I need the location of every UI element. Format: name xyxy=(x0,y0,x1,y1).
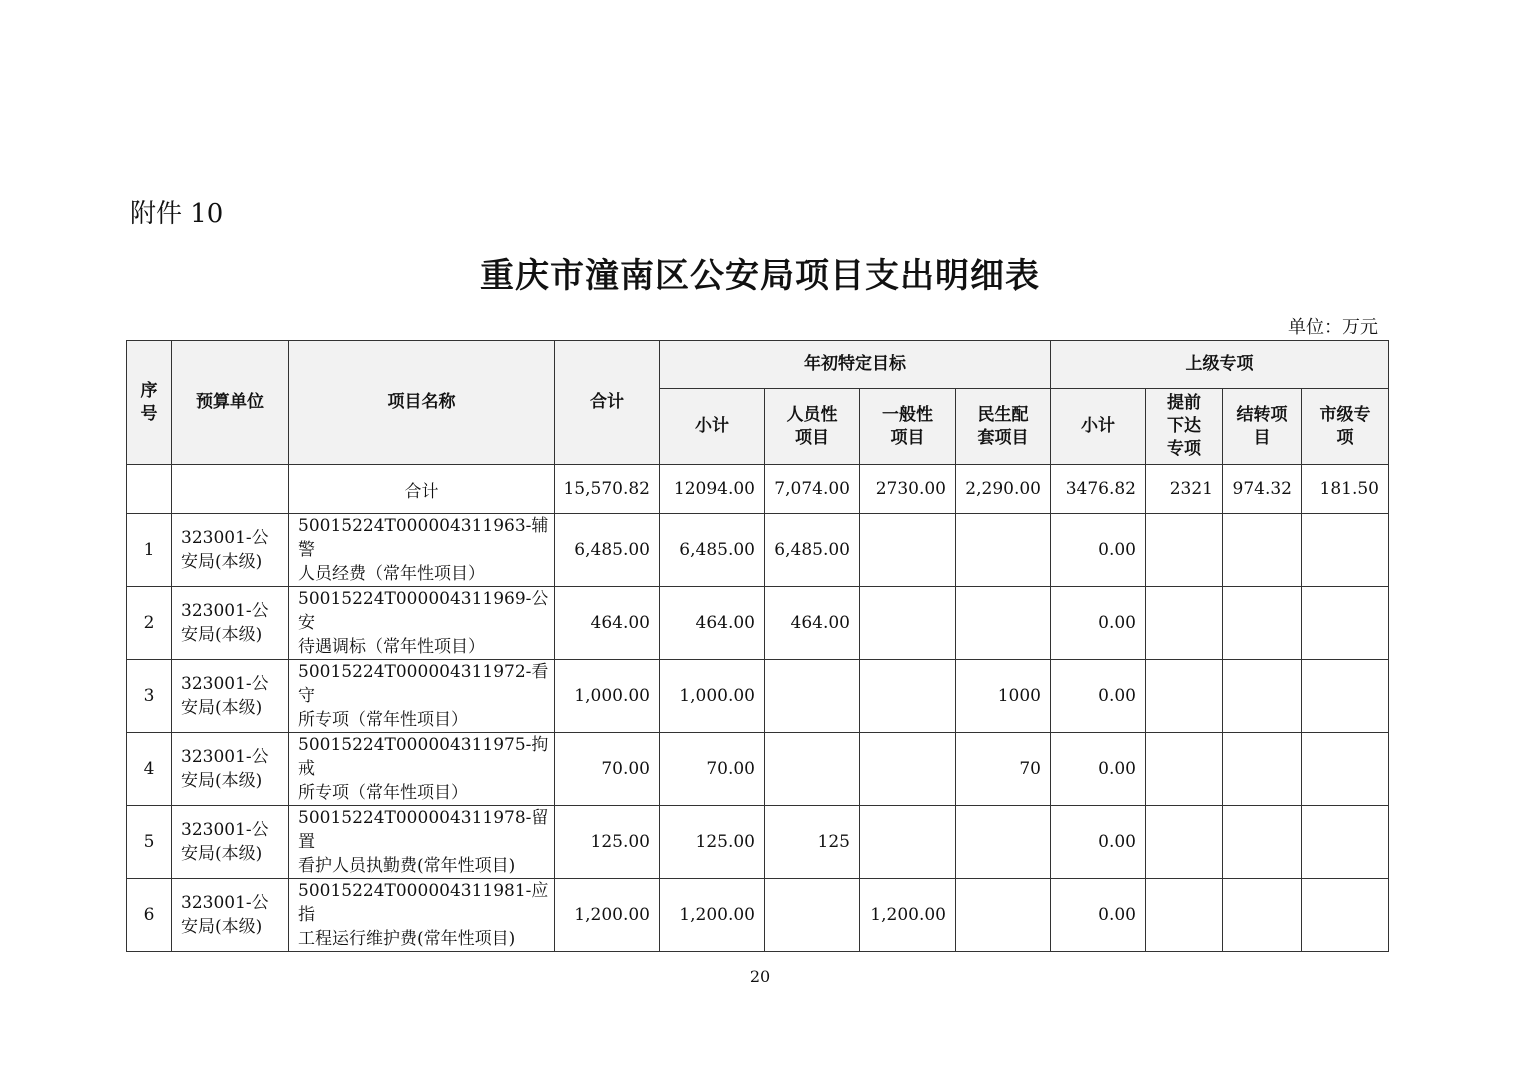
cell-subtotal: 125.00 xyxy=(660,806,765,879)
cell-city xyxy=(1302,660,1389,733)
total-seq xyxy=(127,465,172,514)
cell-total: 1,200.00 xyxy=(555,879,660,952)
project-expense-table xyxy=(126,340,1389,952)
cell-livelihood xyxy=(956,514,1051,587)
total-unit xyxy=(172,465,289,514)
cell-unit: 323001-公 安局(本级) xyxy=(172,514,289,587)
cell-total: 70.00 xyxy=(555,733,660,806)
cell-city xyxy=(1302,733,1389,806)
header-carryover: 结转项 目 xyxy=(1223,389,1302,465)
cell-advance xyxy=(1146,660,1223,733)
cell-project: 50015224T000004311981-应指 工程运行维护费(常年性项目) xyxy=(289,879,555,952)
header-livelihood: 民生配 套项目 xyxy=(956,389,1051,465)
header-subtotal-superior: 小计 xyxy=(1051,389,1146,465)
cell-livelihood xyxy=(956,806,1051,879)
table-row xyxy=(127,587,1389,660)
cell-project: 50015224T000004311969-公安 待遇调标（常年性项目） xyxy=(289,587,555,660)
total-row xyxy=(127,465,1389,514)
total-livelihood: 2,290.00 xyxy=(956,465,1051,514)
cell-unit: 323001-公 安局(本级) xyxy=(172,660,289,733)
total-city: 181.50 xyxy=(1302,465,1389,514)
total-subtotal: 12094.00 xyxy=(660,465,765,514)
cell-personnel: 6,485.00 xyxy=(765,514,860,587)
cell-personnel xyxy=(765,733,860,806)
cell-general xyxy=(860,806,956,879)
cell-project: 50015224T000004311972-看守 所专项（常年性项目） xyxy=(289,660,555,733)
cell-subtotal: 1,000.00 xyxy=(660,660,765,733)
header-city: 市级专 项 xyxy=(1302,389,1389,465)
cell-carryover xyxy=(1223,587,1302,660)
cell-seq: 1 xyxy=(127,514,172,587)
cell-unit: 323001-公 安局(本级) xyxy=(172,733,289,806)
cell-carryover xyxy=(1223,879,1302,952)
table-row xyxy=(127,733,1389,806)
cell-carryover xyxy=(1223,660,1302,733)
cell-livelihood: 1000 xyxy=(956,660,1051,733)
table-row xyxy=(127,806,1389,879)
cell-livelihood xyxy=(956,587,1051,660)
cell-unit: 323001-公 安局(本级) xyxy=(172,587,289,660)
attachment-label: 附件 10 xyxy=(130,199,224,229)
table-row xyxy=(127,660,1389,733)
header-group-annual-targets: 年初特定目标 xyxy=(660,341,1051,389)
cell-subtotal: 1,200.00 xyxy=(660,879,765,952)
cell-subtotal2: 0.00 xyxy=(1051,587,1146,660)
cell-livelihood xyxy=(956,879,1051,952)
cell-general xyxy=(860,660,956,733)
cell-subtotal: 70.00 xyxy=(660,733,765,806)
page-title: 重庆市潼南区公安局项目支出明细表 xyxy=(480,256,1040,296)
cell-livelihood: 70 xyxy=(956,733,1051,806)
header-personnel: 人员性 项目 xyxy=(765,389,860,465)
total-general: 2730.00 xyxy=(860,465,956,514)
cell-carryover xyxy=(1223,733,1302,806)
cell-general xyxy=(860,587,956,660)
cell-project: 50015224T000004311978-留置 看护人员执勤费(常年性项目) xyxy=(289,806,555,879)
cell-personnel: 464.00 xyxy=(765,587,860,660)
cell-subtotal2: 0.00 xyxy=(1051,514,1146,587)
table-row xyxy=(127,514,1389,587)
total-personnel: 7,074.00 xyxy=(765,465,860,514)
cell-subtotal2: 0.00 xyxy=(1051,660,1146,733)
cell-personnel: 125 xyxy=(765,806,860,879)
cell-general xyxy=(860,514,956,587)
header-project-name: 项目名称 xyxy=(289,341,555,465)
header-advance: 提前 下达 专项 xyxy=(1146,389,1223,465)
cell-seq: 2 xyxy=(127,587,172,660)
cell-advance xyxy=(1146,514,1223,587)
cell-project: 50015224T000004311963-辅警 人员经费（常年性项目） xyxy=(289,514,555,587)
header-total: 合计 xyxy=(555,341,660,465)
cell-total: 1,000.00 xyxy=(555,660,660,733)
cell-unit: 323001-公 安局(本级) xyxy=(172,806,289,879)
cell-advance xyxy=(1146,806,1223,879)
cell-subtotal: 6,485.00 xyxy=(660,514,765,587)
header-general: 一般性 项目 xyxy=(860,389,956,465)
total-carryover: 974.32 xyxy=(1223,465,1302,514)
cell-subtotal2: 0.00 xyxy=(1051,806,1146,879)
header-budget-unit: 预算单位 xyxy=(172,341,289,465)
cell-city xyxy=(1302,879,1389,952)
total-label: 合计 xyxy=(289,465,555,514)
total-subtotal-superior: 3476.82 xyxy=(1051,465,1146,514)
cell-carryover xyxy=(1223,806,1302,879)
cell-seq: 6 xyxy=(127,879,172,952)
cell-subtotal: 464.00 xyxy=(660,587,765,660)
cell-total: 464.00 xyxy=(555,587,660,660)
cell-carryover xyxy=(1223,514,1302,587)
cell-total: 6,485.00 xyxy=(555,514,660,587)
cell-personnel xyxy=(765,879,860,952)
cell-unit: 323001-公 安局(本级) xyxy=(172,879,289,952)
cell-city xyxy=(1302,587,1389,660)
header-seq: 序 号 xyxy=(127,341,172,465)
page-number: 20 xyxy=(749,967,771,986)
cell-advance xyxy=(1146,879,1223,952)
cell-advance xyxy=(1146,733,1223,806)
cell-seq: 3 xyxy=(127,660,172,733)
cell-general xyxy=(860,733,956,806)
cell-subtotal2: 0.00 xyxy=(1051,733,1146,806)
cell-subtotal2: 0.00 xyxy=(1051,879,1146,952)
table-row xyxy=(127,879,1389,952)
header-group-superior-special: 上级专项 xyxy=(1051,341,1389,389)
cell-advance xyxy=(1146,587,1223,660)
cell-general: 1,200.00 xyxy=(860,879,956,952)
cell-seq: 5 xyxy=(127,806,172,879)
cell-city xyxy=(1302,806,1389,879)
header-subtotal: 小计 xyxy=(660,389,765,465)
unit-label: 单位：万元 xyxy=(1288,317,1378,338)
cell-project: 50015224T000004311975-拘戒 所专项（常年性项目） xyxy=(289,733,555,806)
cell-personnel xyxy=(765,660,860,733)
total-advance: 2321 xyxy=(1146,465,1223,514)
cell-city xyxy=(1302,514,1389,587)
total-total: 15,570.82 xyxy=(555,465,660,514)
cell-seq: 4 xyxy=(127,733,172,806)
cell-total: 125.00 xyxy=(555,806,660,879)
